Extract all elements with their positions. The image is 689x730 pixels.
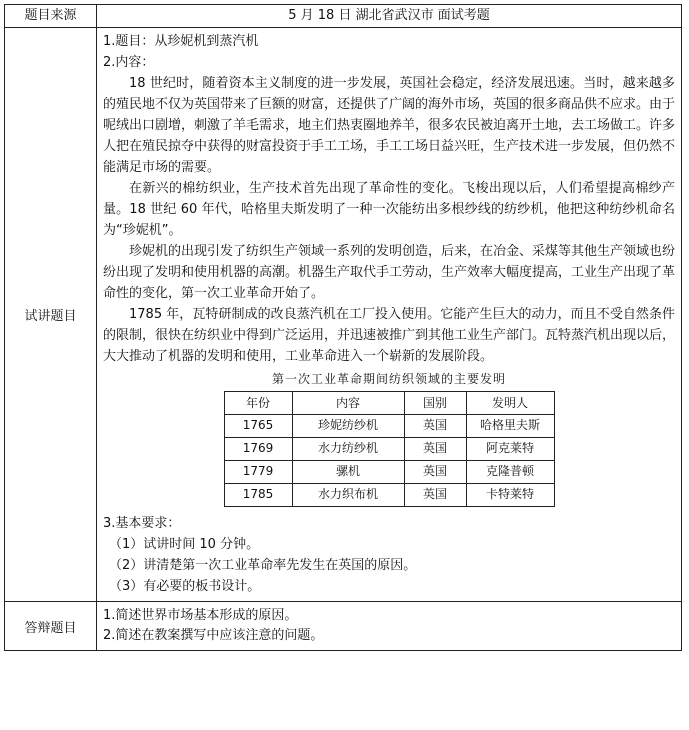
source-title: 5 月 18 日 湖北省武汉市 面试考题 [97, 5, 682, 28]
table-cell: 骡机 [292, 461, 404, 484]
requirement-item: （2）讲清楚第一次工业革命率先发生在英国的原因。 [109, 558, 417, 573]
table-cell: 阿克莱特 [466, 438, 554, 461]
table-cell: 1785 [224, 484, 292, 507]
table-row [224, 438, 554, 461]
defense-label: 答辩题目 [5, 602, 97, 651]
paragraph: 1785 年，瓦特研制成的改良蒸汽机在工厂投入使用。它能产生巨大的动力，而且不受自然条件的限制，很快在纺织业中得到广泛运用，并迅速被推广到其他工业生产部门。瓦特蒸汽机出现以后，大大推动了机器的发明和使用，工业革命进入一个崭新的发展阶段。 [103, 307, 676, 364]
header-row [5, 5, 682, 28]
column-header: 年份 [224, 392, 292, 415]
source-label: 题目来源 [5, 5, 97, 28]
exam-question-table [4, 4, 682, 651]
inventions-table-caption: 第一次工业革命期间纺织领域的主要发明 [271, 372, 506, 386]
table-cell: 1765 [224, 415, 292, 438]
defense-question: 1.简述世界市场基本形成的原因。 [103, 608, 298, 623]
table-cell: 英国 [404, 438, 466, 461]
requirement-item: （3）有必要的板书设计。 [109, 579, 261, 594]
table-cell: 卡特莱特 [466, 484, 554, 507]
lecture-content-label: 2.内容： [103, 55, 155, 70]
table-row [224, 484, 554, 507]
table-row [224, 415, 554, 438]
lecture-label: 试讲题目 [5, 28, 97, 602]
column-header: 国别 [404, 392, 466, 415]
table-cell: 哈格里夫斯 [466, 415, 554, 438]
table-cell: 克隆普顿 [466, 461, 554, 484]
paragraph: 18 世纪时，随着资本主义制度的进一步发展，英国社会稳定，经济发展迅速。当时，越来越多的殖民地不仅为英国带来了巨额的财富，还提供了广阔的海外市场，英国的很多商品供不应求。由于呢绒出口剧增，刺激了羊毛需求，地主们热衷圈地养羊，很多农民被迫离开土地，去工场做工。许多人把在殖民掠夺中获得的财富投资于手工工场，手工工场日益兴旺，生产技术进一步发展，但仍然不能满足市场的需要。 [103, 76, 676, 175]
defense-question: 2.简述在教案撰写中应该注意的问题。 [103, 628, 324, 643]
table-cell: 水力织布机 [292, 484, 404, 507]
column-header: 内容 [292, 392, 404, 415]
lecture-content [97, 28, 682, 602]
inventions-table [224, 391, 555, 507]
defense-row [5, 602, 682, 651]
column-header: 发明人 [466, 392, 554, 415]
paragraph: 珍妮机的出现引发了纺织生产领域一系列的发明创造，后来，在冶金、采煤等其他生产领域也纷纷出现了发明和使用机器的高潮。机器生产取代手工劳动，生产效率大幅度提高，工业生产出现了革命性的变化，第一次工业革命开始了。 [103, 244, 676, 301]
table-row [224, 461, 554, 484]
table-cell: 1779 [224, 461, 292, 484]
lecture-topic: 1.题目：从珍妮机到蒸汽机 [103, 34, 259, 49]
table-cell: 水力纺纱机 [292, 438, 404, 461]
table-cell: 1769 [224, 438, 292, 461]
table-cell: 英国 [404, 484, 466, 507]
requirements-label: 3.基本要求： [103, 516, 181, 531]
table-cell: 珍妮纺纱机 [292, 415, 404, 438]
lecture-row [5, 28, 682, 602]
inventions-table-header [224, 392, 554, 415]
requirement-item: （1）试讲时间 10 分钟。 [109, 537, 260, 552]
table-cell: 英国 [404, 415, 466, 438]
defense-content [97, 602, 682, 651]
table-cell: 英国 [404, 461, 466, 484]
paragraph: 在新兴的棉纺织业，生产技术首先出现了革命性的变化。飞梭出现以后，人们希望提高棉纱产量。18 世纪 60 年代，哈格里夫斯发明了一种一次能纺出多根纱线的纺纱机，他把这种纺纱机命名为“珍妮机”。 [103, 181, 675, 238]
